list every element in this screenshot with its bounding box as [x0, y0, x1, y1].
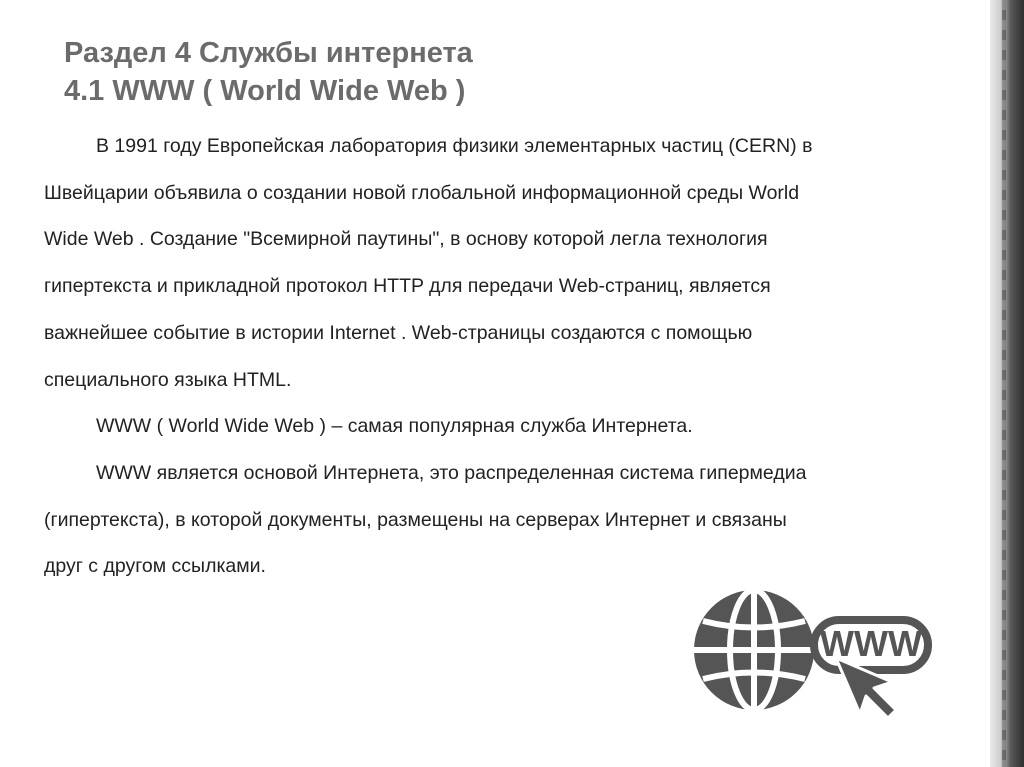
title-line-2: 4.1 WWW ( World Wide Web ): [64, 75, 466, 107]
body-line: (гипертекста), в которой документы, размещены на серверах Интернет и связаны: [44, 508, 787, 531]
slide-frame-edge: [990, 0, 1024, 767]
www-label: WWW: [820, 623, 922, 664]
www-label-box: [814, 620, 928, 670]
body-line: В 1991 году Европейская лаборатория физики элементарных частиц (CERN) в: [96, 135, 813, 157]
body-line: важнейшее событие в истории Internet . Web-страницы создаются с помощью: [44, 321, 753, 344]
globe-icon: [694, 590, 814, 710]
www-graphic: [690, 586, 940, 726]
slide-title: [64, 34, 944, 110]
body-line: гипертекста и прикладной протокол HTTP для передачи Web-страниц, является: [44, 275, 771, 298]
title-line-1: Раздел 4 Службы интернета: [64, 37, 473, 69]
body-line: Wide Web . Создание "Всемирной паутины", в основу которой легла технология: [44, 228, 768, 251]
body-text: [44, 123, 974, 590]
body-line: WWW является основой Интернета, это распределенная система гипермедиа: [96, 461, 807, 484]
body-line: WWW ( World Wide Web ) – самая популярная служба Интернета.: [96, 415, 693, 438]
body-line: Швейцарии объявила о создании новой глобальной информационной среды World: [44, 181, 800, 204]
body-line: друг с другом ссылками.: [44, 555, 266, 578]
body-line: специального языка HTML.: [44, 368, 292, 391]
